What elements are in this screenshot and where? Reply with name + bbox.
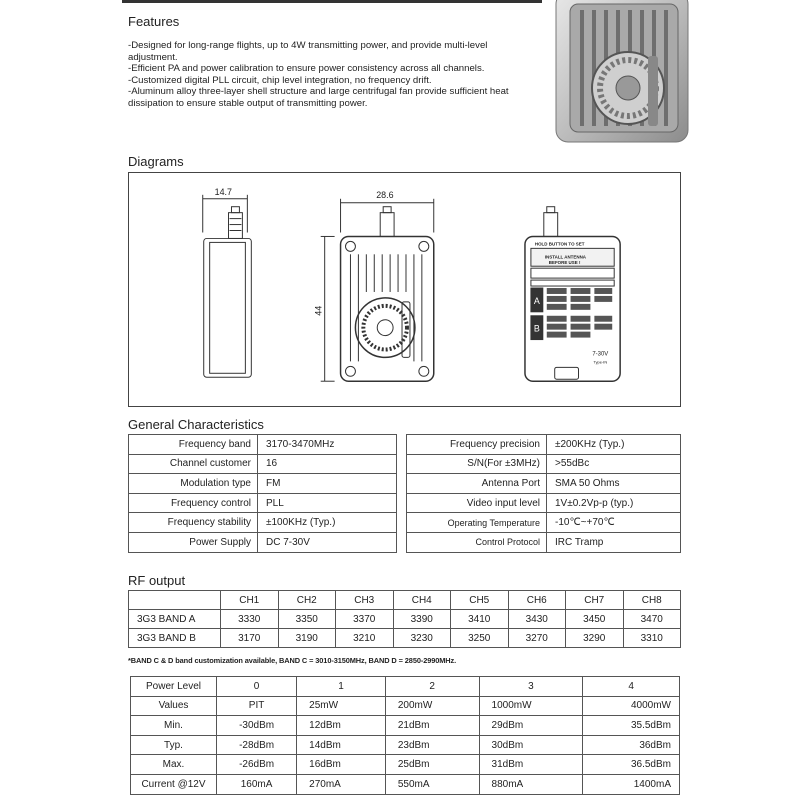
frequency-cell: 3430 <box>508 610 566 629</box>
spec-label: Antenna Port <box>407 474 547 494</box>
table-row <box>131 716 680 736</box>
table-row <box>129 474 397 494</box>
spec-label: Operating Temperature <box>407 513 547 533</box>
label-hold-button: HOLD BUTTON TO SET <box>534 241 585 247</box>
label-voltage: 7-30V <box>592 351 609 358</box>
frequency-cell: 3270 <box>508 629 566 648</box>
power-value: 4000mW <box>583 696 680 716</box>
power-level-header: 0 <box>217 677 297 697</box>
table-row <box>129 493 397 513</box>
table-row <box>129 435 397 455</box>
power-value: 31dBm <box>479 755 583 775</box>
row-label: Typ. <box>131 735 217 755</box>
general-title: General Characteristics <box>128 417 264 432</box>
spec-label: Frequency band <box>129 435 258 455</box>
header-empty-cell <box>129 591 221 610</box>
row-label: Current @12V <box>131 774 217 794</box>
channel-header: CH6 <box>508 591 566 610</box>
spec-value: ±200KHz (Typ.) <box>547 435 681 455</box>
feature-item: -Customized digital PLL circuit, chip level integration, no frequency drift. <box>128 74 432 86</box>
features-title: Features <box>128 14 180 29</box>
frequency-cell: 3210 <box>336 629 394 648</box>
table-row <box>131 774 680 794</box>
frequency-cell: 3410 <box>451 610 509 629</box>
power-value: 12dBm <box>297 716 386 736</box>
power-value: 23dBm <box>385 735 479 755</box>
label-install-antenna: INSTALL ANTENNA <box>544 254 587 260</box>
power-value: -26dBm <box>217 755 297 775</box>
table-row <box>407 513 681 533</box>
power-value: 35.5dBm <box>583 716 680 736</box>
table-row <box>129 454 397 474</box>
power-value: -30dBm <box>217 716 297 736</box>
frequency-cell: 3350 <box>278 610 336 629</box>
diagrams-title: Diagrams <box>128 154 184 169</box>
table-row <box>129 610 681 629</box>
frequency-cell: 3370 <box>336 610 394 629</box>
spec-label: Power Supply <box>129 532 258 552</box>
rf-output-title: RF output <box>128 573 186 588</box>
power-value: 36dBm <box>583 735 680 755</box>
frequency-cell: 3250 <box>451 629 509 648</box>
power-level-header: 2 <box>385 677 479 697</box>
row-label: Values <box>131 696 217 716</box>
dim-height: 44 <box>313 305 324 316</box>
spec-value: IRC Tramp <box>547 532 681 552</box>
frequency-cell: 3470 <box>623 610 681 629</box>
power-value: PIT <box>217 696 297 716</box>
front-view-drawing <box>321 199 434 381</box>
power-value: 14dBm <box>297 735 386 755</box>
diagrams-frame <box>128 172 681 407</box>
general-left-table <box>128 434 397 553</box>
spec-label: Modulation type <box>129 474 258 494</box>
spec-value: FM <box>258 474 397 494</box>
current-value: 1400mA <box>583 774 680 794</box>
spec-value: SMA 50 Ohms <box>547 474 681 494</box>
table-row <box>131 696 680 716</box>
channel-header: CH4 <box>393 591 451 610</box>
current-value: 160mA <box>217 774 297 794</box>
spec-value: 1V±0.2Vp-p (typ.) <box>547 493 681 513</box>
power-value: 25dBm <box>385 755 479 775</box>
channel-header: CH8 <box>623 591 681 610</box>
feature-item: -Designed for long-range flights, up to 4W transmitting power, and provide multi-level adjustment. <box>128 40 488 63</box>
row-label: Max. <box>131 755 217 775</box>
table-header-row <box>131 677 680 697</box>
table-row <box>407 454 681 474</box>
row-label: Power Level <box>131 677 217 697</box>
spec-value: PLL <box>258 493 397 513</box>
dim-front-width: 28.6 <box>376 189 394 200</box>
spec-label: Frequency control <box>129 493 258 513</box>
frequency-cell: 3390 <box>393 610 451 629</box>
power-level-table <box>130 676 680 795</box>
power-value: 21dBm <box>385 716 479 736</box>
label-type: Type-IN <box>593 359 608 365</box>
current-value: 550mA <box>385 774 479 794</box>
channel-header: CH2 <box>278 591 336 610</box>
spec-value: 16 <box>258 454 397 474</box>
spec-label: Channel customer <box>129 454 258 474</box>
band-name: 3G3 BAND A <box>129 610 221 629</box>
frequency-cell: 3450 <box>566 610 624 629</box>
power-value: -28dBm <box>217 735 297 755</box>
feature-item: -Aluminum alloy three-layer shell structure and large centrifugal fan provide sufficient heat dissipation to ensure stable output of transmitting power. <box>128 86 509 109</box>
table-row <box>407 474 681 494</box>
table-row <box>129 532 397 552</box>
spec-label: Frequency precision <box>407 435 547 455</box>
power-level-header: 4 <box>583 677 680 697</box>
table-row <box>407 435 681 455</box>
power-level-header: 1 <box>297 677 386 697</box>
label-band-a: A <box>533 295 540 306</box>
general-right-table <box>406 434 681 553</box>
frequency-cell: 3170 <box>221 629 279 648</box>
table-header-row <box>129 591 681 610</box>
frequency-cell: 3230 <box>393 629 451 648</box>
table-row <box>129 513 397 533</box>
frequency-cell: 3310 <box>623 629 681 648</box>
channel-header: CH7 <box>566 591 624 610</box>
channel-header: CH1 <box>221 591 279 610</box>
spec-label: Video input level <box>407 493 547 513</box>
rf-output-table <box>128 590 681 648</box>
top-rule <box>122 0 542 3</box>
frequency-cell: 3290 <box>566 629 624 648</box>
spec-value: ±100KHz (Typ.) <box>258 513 397 533</box>
spec-value: DC 7-30V <box>258 532 397 552</box>
table-row <box>131 735 680 755</box>
table-row <box>131 755 680 775</box>
power-value: 25mW <box>297 696 386 716</box>
power-value: 16dBm <box>297 755 386 775</box>
channel-header: CH3 <box>336 591 394 610</box>
spec-label: Control Protocol <box>407 532 547 552</box>
product-photo <box>552 0 692 148</box>
features-list <box>128 40 528 110</box>
table-row <box>129 629 681 648</box>
power-level-header: 3 <box>479 677 583 697</box>
power-value: 36.5dBm <box>583 755 680 775</box>
power-value: 30dBm <box>479 735 583 755</box>
band-name: 3G3 BAND B <box>129 629 221 648</box>
dim-side-width: 14.7 <box>214 186 232 197</box>
spec-value: -10℃~+70℃ <box>547 513 681 533</box>
side-view-drawing <box>203 195 252 377</box>
back-label-grid <box>547 288 612 338</box>
spec-label: Frequency stability <box>129 513 258 533</box>
power-value: 29dBm <box>479 716 583 736</box>
spec-value: >55dBc <box>547 454 681 474</box>
table-row <box>407 532 681 552</box>
table-row <box>407 493 681 513</box>
power-value: 200mW <box>385 696 479 716</box>
current-value: 270mA <box>297 774 386 794</box>
spec-label: S/N(For ±3MHz) <box>407 454 547 474</box>
label-before-use: BEFORE USE ! <box>548 260 581 266</box>
frequency-cell: 3330 <box>221 610 279 629</box>
frequency-cell: 3190 <box>278 629 336 648</box>
power-value: 1000mW <box>479 696 583 716</box>
band-customization-note: *BAND C & D band customization available, BAND C = 3010-3150MHz, BAND D = 2850-2990MHz. <box>128 656 457 665</box>
current-value: 880mA <box>479 774 583 794</box>
channel-header: CH5 <box>451 591 509 610</box>
spec-value: 3170-3470MHz <box>258 435 397 455</box>
row-label: Min. <box>131 716 217 736</box>
feature-item: -Efficient PA and power calibration to ensure power consistency across all channels. <box>128 63 485 75</box>
label-band-b: B <box>533 323 540 334</box>
